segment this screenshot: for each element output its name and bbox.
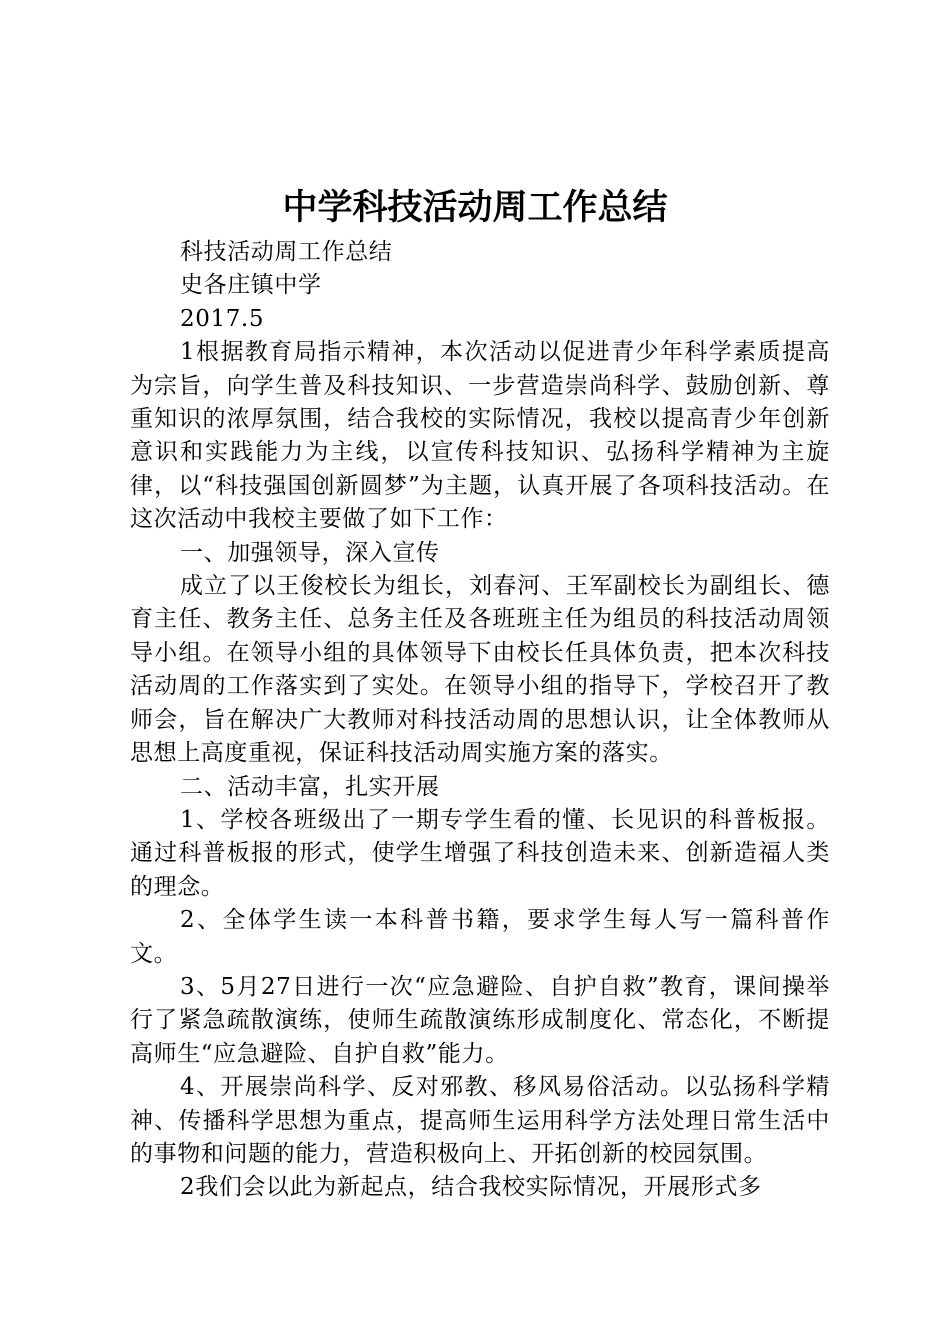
school-name: 史各庄镇中学 (180, 272, 322, 299)
document-body (130, 236, 830, 1205)
activity-item-2: 2、全体学生读一本科普书籍，要求学生每人写一篇科普作文。 (130, 907, 830, 967)
activity-item-3: 3、5月27日进行一次“应急避险、自护自救”教育，课间操举行了紧急疏散演练，使师生疏散演练形成制度化、常态化，不断提高师生“应急避险、自护自救”能力。 (130, 973, 830, 1067)
section-heading-2: 二、活动丰富，扎实开展 (180, 773, 440, 800)
heading-subtitle: 科技活动周工作总结 (180, 239, 393, 265)
section-heading-1: 一、加强领导，深入宣传 (180, 539, 440, 566)
intro-paragraph: 1根据教育局指示精神，本次活动以促进青少年科学素质提高为宗旨，向学生普及科技知识、一步营造崇尚科学、鼓励创新、尊重知识的浓厚氛围，结合我校的实际情况，我校以提高青少年创新意识和实践能力为主线，以宣传科技知识、弘扬科学精神为主旋律，以“科技强国创新圆梦”为主题，认真开展了各项科技活动。在这次活动中我校主要做了如下工作： (130, 339, 830, 533)
document-date: 2017.5 (180, 305, 265, 332)
activity-item-4: 4、开展崇尚科学、反对邪教、移风易俗活动。以弘扬科学精神、传播科学思想为重点，提高师生运用科学方法处理日常生活中的事物和问题的能力，营造积极向上、开拓创新的校园氛围。 (130, 1074, 830, 1167)
activity-item-1: 1、学校各班级出了一期专学生看的懂、长见识的科普板报。通过科普板报的形式，使学生增强了科技创造未来、创新造福人类的理念。 (130, 806, 830, 900)
closing-paragraph: 2我们会以此为新起点，结合我校实际情况，开展形式多 (180, 1174, 762, 1201)
section-1-paragraph: 成立了以王俊校长为组长，刘春河、王军副校长为副组长、德育主任、教务主任、总务主任及各班班主任为组员的科技活动周领导小组。在领导小组的具体领导下由校长任具体负责，把本次科技活动周的工作落实到了实处。在领导小组的指导下，学校召开了教师会，旨在解决广大教师对科技活动周的思想认识，让全体教师从思想上高度重视，保证科技活动周实施方案的落实。 (130, 573, 830, 767)
document-title: 中学科技活动周工作总结 (282, 187, 668, 228)
